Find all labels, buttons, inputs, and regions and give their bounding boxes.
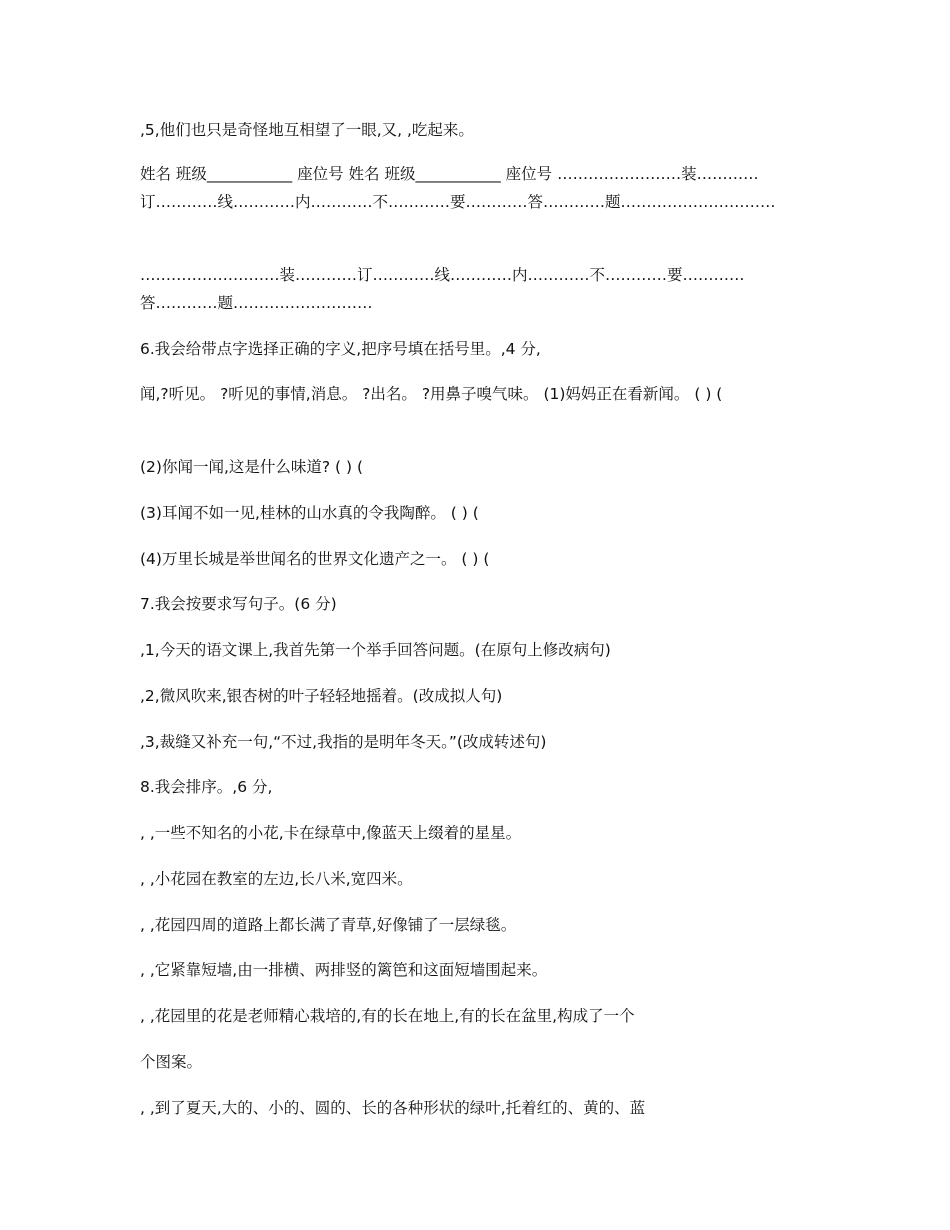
question-6-item-4: (4)万里长城是举世闻名的世界文化遗产之一。 ( ) ( [140, 550, 490, 568]
question-8-sentence-4: , ,它紧靠短墙,由一排横、两排竖的篱笆和这面短墙围起来。 [140, 961, 548, 979]
question-7-item-1: ,1,今天的语文课上,我首先第一个举手回答问题。(在原句上修改病句) [140, 641, 611, 659]
binding-line-footer: ………………………装…………订…………线…………内…………不…………要…………答…………题……………………… [140, 266, 745, 312]
binding-line-header: 姓名 班级___________ 座位号 姓名 班级___________ 座位号 ……………………装…………订…………线…………内…………不…………要…………答…………题………………………… [140, 165, 776, 211]
question-7-title: 7.我会按要求写句子。(6 分) [140, 595, 337, 613]
question-8-sentence-2: , ,小花园在教室的左边,长八米,宽四米。 [140, 870, 413, 888]
question-6-definitions: 闻,?听见。 ?听见的事情,消息。 ?出名。 ?用鼻子嗅气味。 (1)妈妈正在看新闻。 ( ) ( [140, 385, 723, 403]
question-8-sentence-1: , ,一些不知名的小花,卡在绿草中,像蓝天上缀着的星星。 [140, 824, 522, 842]
question-8-sentence-3: , ,花园四周的道路上都长满了青草,好像铺了一层绿毯。 [140, 916, 517, 934]
question-7-item-3: ,3,裁缝又补充一句,“不过,我指的是明年冬天。”(改成转述句) [140, 733, 547, 751]
question-6-item-2: (2)你闻一闻,这是什么味道? ( ) ( [140, 458, 364, 476]
question-6-item-3: (3)耳闻不如一见,桂林的山水真的令我陶醉。 ( ) ( [140, 504, 479, 522]
question-8-sentence-5: , ,花园里的花是老师精心栽培的,有的长在地上,有的长在盆里,构成了一个 [140, 1007, 635, 1025]
question-8-title: 8.我会排序。,6 分, [140, 778, 273, 796]
question-8-sentence-6: , ,到了夏天,大的、小的、圆的、长的各种形状的绿叶,托着红的、黄的、蓝 [140, 1099, 646, 1117]
question-8-sentence-5-continued: 个图案。 [140, 1053, 203, 1071]
question-5-line: ,5,他们也只是奇怪地互相望了一眼,又, ,吃起来。 [140, 121, 474, 139]
question-7-item-2: ,2,微风吹来,银杏树的叶子轻轻地摇着。(改成拟人句) [140, 687, 503, 705]
question-6-title: 6.我会给带点字选择正确的字义,把序号填在括号里。,4 分, [140, 340, 541, 358]
